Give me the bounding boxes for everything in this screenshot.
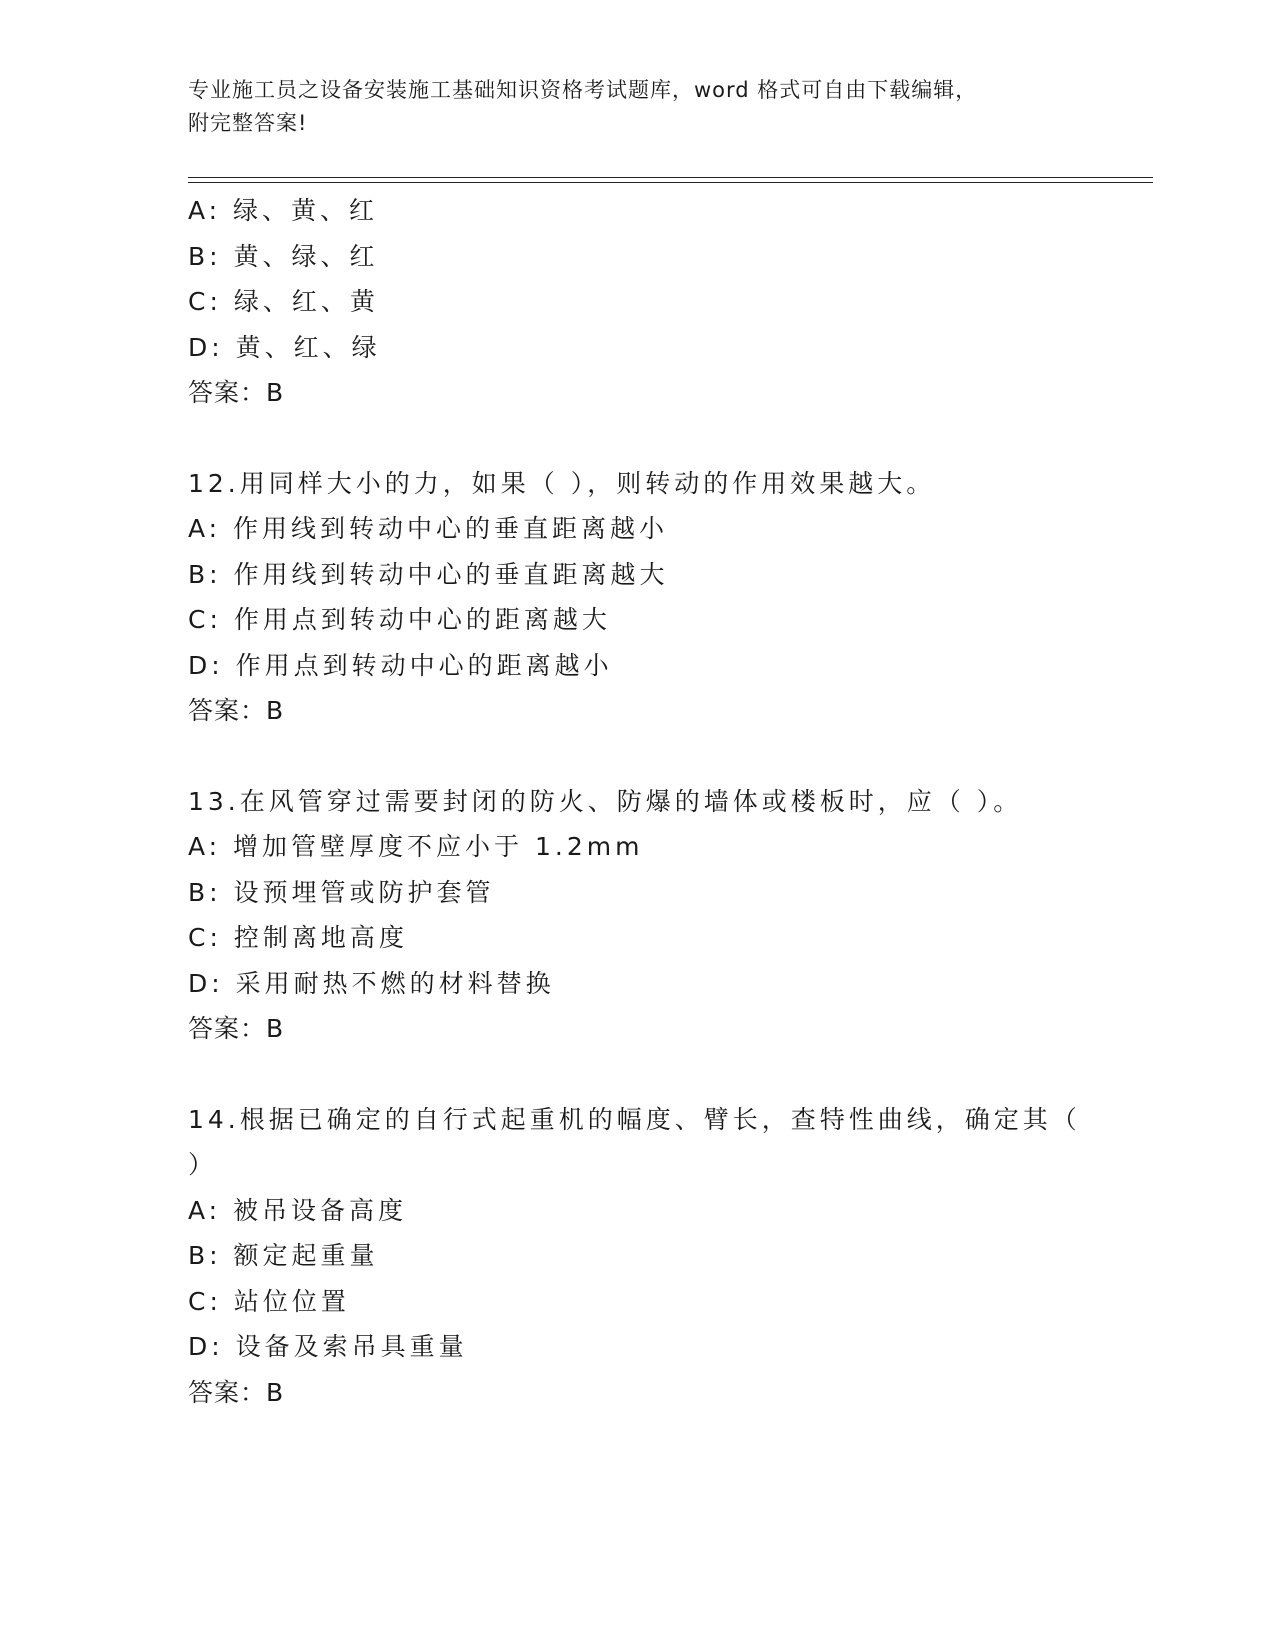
option-d: D: 作用点到转动中心的距离越小	[188, 650, 613, 680]
question-13	[188, 779, 1148, 1052]
answer: 答案：B	[188, 1377, 285, 1407]
option-c: C: 站位位置	[188, 1286, 350, 1316]
document-header	[188, 74, 1088, 140]
option-a: A: 增加管壁厚度不应小于 1.2mm	[188, 832, 644, 861]
question-text: 13.在风管穿过需要封闭的防火、防爆的墙体或楼板时，应（ ）。	[188, 786, 1023, 816]
option-d: D: 设备及索吊具重量	[188, 1332, 468, 1361]
option-b: B: 作用线到转动中心的垂直距离越大	[188, 559, 669, 589]
option-d: D: 采用耐热不燃的材料替换	[188, 968, 555, 998]
answer: 答案：B	[188, 1014, 285, 1043]
option-c: C: 作用点到转动中心的距离越大	[188, 605, 611, 634]
question-14	[188, 1097, 1148, 1416]
header-rule-bottom	[188, 182, 1153, 183]
question-text-line-2: ）	[188, 1150, 218, 1179]
question-12	[188, 461, 1148, 734]
spacer	[188, 416, 1148, 461]
header-line-1: 专业施工员之设备安装施工基础知识资格考试题库，word 格式可自由下载编辑，	[188, 78, 978, 102]
question-11	[188, 188, 1148, 416]
option-b: B: 设预埋管或防护套管	[188, 877, 495, 907]
option-d: D: 黄、红、绿	[188, 332, 381, 362]
option-a: A: 绿、黄、红	[188, 196, 379, 225]
option-c: C: 绿、红、黄	[188, 287, 379, 316]
option-b: B: 额定起重量	[188, 1241, 379, 1270]
header-rule-top	[188, 177, 1153, 178]
question-list	[188, 188, 1148, 1415]
answer: 答案：B	[188, 696, 285, 725]
answer: 答案：B	[188, 378, 285, 407]
question-text: 12.用同样大小的力，如果（ ），则转动的作用效果越大。	[188, 468, 936, 498]
option-a: A: 作用线到转动中心的垂直距离越小	[188, 514, 669, 543]
spacer	[188, 1052, 1148, 1097]
option-c: C: 控制离地高度	[188, 923, 408, 952]
spacer	[188, 734, 1148, 779]
question-text-line-1: 14.根据已确定的自行式起重机的幅度、臂长，查特性曲线，确定其（	[188, 1104, 1081, 1134]
option-b: B: 黄、绿、红	[188, 241, 379, 271]
option-a: A: 被吊设备高度	[188, 1195, 408, 1225]
header-line-2: 附完整答案!	[188, 111, 308, 135]
